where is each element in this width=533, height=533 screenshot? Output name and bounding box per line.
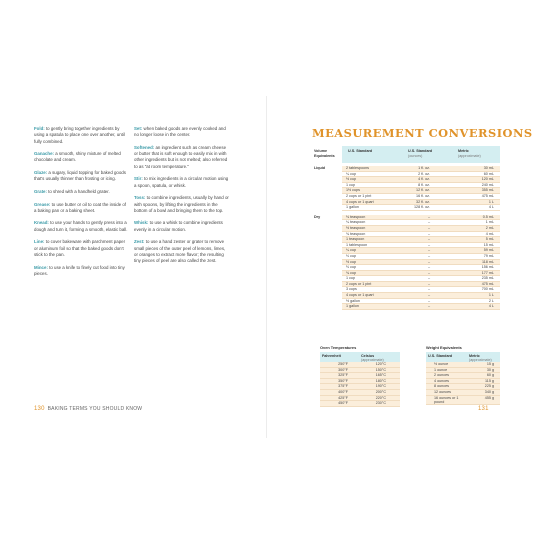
fahrenheit-cell: 325°F: [338, 373, 348, 378]
weight-title: Weight Equivalents: [426, 345, 462, 350]
celsius-cell: 220°C: [375, 395, 386, 400]
col-celsius: [361, 354, 384, 363]
dry-rows: [312, 215, 500, 310]
weight-table: [426, 352, 500, 405]
metric-cell: 0.5 mL: [482, 214, 494, 219]
col-metric-weight-label: Metric: [469, 353, 480, 358]
us-standard-cell: 1 gallon: [346, 304, 359, 309]
glossary-term: Line:: [34, 239, 45, 245]
fahrenheit-cell: 350°F: [338, 378, 348, 383]
glossary-term: Ganache:: [34, 151, 55, 157]
glossary-term: Whisk:: [134, 220, 149, 226]
celsius-cell: 190°C: [375, 384, 386, 389]
us-ounces-cell: 16 fl. oz.: [416, 193, 430, 198]
celsius-cell: 230°C: [375, 401, 386, 406]
us-standard-cell: 2 tablespoons: [346, 166, 369, 170]
glossary-term: Grease:: [34, 201, 51, 207]
metric-cell: 1 L: [488, 293, 494, 298]
glossary-entry: [34, 126, 129, 145]
volume-table: [312, 146, 500, 310]
volume-table-header: [312, 146, 500, 163]
metric-weight-cell: 15 g: [486, 362, 494, 366]
row-cells: [342, 205, 500, 211]
us-standard-cell: 4 cups or 1 quart: [346, 199, 374, 204]
celsius-cell: 200°C: [375, 389, 386, 394]
col-fahrenheit: Fahrenheit: [322, 353, 341, 358]
us-ounces-cell: –: [427, 293, 430, 298]
metric-cell: 5 mL: [485, 237, 494, 242]
glossary-entry: [134, 220, 229, 233]
glossary-definition: to combine ingredients, usually by hand or with spoons, by lifting the ingredients in the bottom of a bowl and bringing them to the top.: [134, 195, 229, 213]
oven-header: [320, 352, 400, 362]
glossary-entry: [34, 220, 129, 233]
glossary-definition: to use a knife to finely cut food into tiny pieces.: [34, 264, 125, 276]
glossary-definition: to shred with a handheld grater.: [46, 188, 110, 194]
metric-cell: 79 mL: [483, 253, 494, 258]
glossary-entry: [34, 189, 129, 195]
celsius-cell: 150°C: [375, 367, 386, 372]
glossary-entry: [134, 176, 229, 189]
us-ounces-cell: –: [427, 242, 430, 247]
glossary-definition: a sugary, liquid topping for baked goods that's usually thinner than frosting or icing.: [34, 170, 126, 182]
col-us-ounces: [408, 149, 432, 158]
glossary-term: Knead:: [34, 220, 49, 226]
us-weight-cell: 12 ounces: [434, 389, 452, 394]
glossary-definition: an ingredient such as cream cheese or butter that is soft enough to easily mix in with other ingredients but is not melted; also referred to as "at room temperature.": [134, 144, 228, 169]
us-ounces-cell: 32 fl. oz.: [416, 199, 430, 204]
us-standard-cell: 1 tablespoon: [346, 242, 368, 247]
metric-cell: 156 mL: [481, 265, 494, 270]
metric-cell: 4 L: [488, 304, 494, 309]
col-volume-label: Volume: [314, 149, 328, 153]
us-ounces-cell: –: [427, 270, 430, 275]
glossary-column-1: [34, 126, 129, 283]
us-standard-cell: 1 cup: [346, 276, 356, 281]
celsius-cell: 120°C: [375, 362, 386, 366]
us-ounces-cell: –: [427, 231, 430, 236]
us-weight-cell: 4 ounces: [434, 378, 449, 383]
metric-cell: 4 mL: [485, 231, 494, 236]
us-ounces-cell: –: [427, 259, 430, 264]
us-standard-cell: 1 teaspoon: [346, 237, 365, 242]
left-running-head: BAKING TERMS YOU SHOULD KNOW: [47, 406, 143, 412]
metric-cell: 475 mL: [481, 193, 494, 198]
col-us-ounces-sub: (ounces): [408, 153, 423, 158]
us-weight-cell: 8 ounces: [434, 384, 449, 389]
us-ounces-cell: –: [427, 265, 430, 270]
us-ounces-cell: –: [427, 281, 430, 286]
us-ounces-cell: 12 fl. oz.: [416, 188, 430, 193]
table-row: [320, 401, 400, 407]
left-folio: [34, 406, 142, 412]
oven-table: [320, 352, 400, 407]
us-standard-cell: 2 cups or 1 pint: [346, 193, 372, 198]
metric-cell: 2 mL: [485, 225, 494, 230]
us-ounces-cell: 128 fl. oz.: [414, 205, 430, 210]
glossary-term: Mince:: [34, 264, 48, 270]
metric-cell: 1 L: [488, 199, 494, 204]
col-metric-weight: [469, 354, 492, 363]
us-ounces-cell: 2 fl. oz.: [418, 171, 430, 176]
metric-cell: 700 mL: [481, 287, 494, 292]
us-ounces-cell: –: [427, 287, 430, 292]
table-row: [312, 304, 500, 310]
glossary-definition: a smooth, shiny mixture of melted chocolate and cream.: [34, 151, 121, 163]
glossary-entry: [134, 239, 229, 264]
col-us-standard: U.S. Standard: [348, 149, 373, 153]
metric-cell: 60 mL: [483, 171, 494, 176]
us-weight-cell: ½ ounce: [434, 362, 449, 366]
us-standard-cell: ½ gallon: [346, 298, 360, 303]
us-standard-cell: ½ cup: [346, 177, 357, 182]
metric-cell: 240 mL: [481, 182, 494, 187]
metric-weight-cell: 60 g: [486, 373, 494, 378]
metric-cell: 1 mL: [485, 220, 494, 225]
us-standard-cell: ¾ cup: [346, 270, 357, 275]
glossary-definition: when baked goods are evenly cooked and no longer loose in the center.: [134, 126, 226, 138]
glossary-entry: [34, 239, 129, 258]
us-ounces-cell: 4 fl. oz.: [418, 177, 430, 182]
glossary-term: Set:: [134, 126, 143, 131]
liquid-label: Liquid: [314, 166, 326, 170]
glossary-definition: to use butter or oil to coat the inside of a baking pan or a baking sheet.: [34, 201, 127, 213]
fahrenheit-cell: 375°F: [338, 384, 348, 389]
us-standard-cell: ⅔ cup: [346, 265, 357, 270]
glossary-term: Glaze:: [34, 170, 48, 176]
us-ounces-cell: –: [427, 248, 430, 253]
weight-header: [426, 352, 500, 362]
us-ounces-cell: –: [427, 304, 430, 309]
page-gutter: [266, 96, 267, 438]
us-standard-cell: ½ cup: [346, 259, 357, 264]
us-standard-cell: 4 cups or 1 quart: [346, 293, 374, 298]
right-page-number: 131: [478, 406, 489, 412]
us-ounces-cell: 8 fl. oz.: [418, 182, 430, 187]
celsius-cell: 165°C: [375, 373, 386, 378]
metric-cell: 118 mL: [481, 259, 494, 264]
glossary-term: Grate:: [34, 188, 47, 194]
glossary-column-2: [134, 126, 229, 271]
glossary-entry: [34, 202, 129, 215]
col-volume-equivalents: [314, 149, 335, 158]
us-standard-cell: 1 cup: [346, 182, 356, 187]
us-ounces-cell: –: [427, 214, 430, 219]
metric-cell: 30 mL: [483, 166, 494, 170]
col-equivalents-label: Equivalents: [314, 153, 335, 158]
us-standard-cell: ¾ teaspoon: [346, 231, 366, 236]
us-ounces-cell: –: [427, 237, 430, 242]
metric-cell: 4 L: [488, 205, 494, 210]
us-standard-cell: 2 cups or 1 pint: [346, 281, 372, 286]
metric-cell: 475 mL: [481, 281, 494, 286]
glossary-entry: [134, 126, 229, 139]
us-standard-cell: ⅓ cup: [346, 253, 357, 258]
us-standard-cell: 1 gallon: [346, 205, 359, 210]
glossary-term: Softened:: [134, 144, 155, 150]
metric-cell: 355 mL: [481, 188, 494, 193]
metric-weight-cell: 225 g: [484, 384, 494, 389]
metric-weight-cell: 340 g: [484, 389, 494, 394]
fahrenheit-cell: 425°F: [338, 395, 348, 400]
us-ounces-cell: –: [427, 220, 430, 225]
celsius-cell: 180°C: [375, 378, 386, 383]
us-ounces-cell: –: [427, 298, 430, 303]
table-row: [312, 205, 500, 211]
col-celsius-sub: (approximate): [361, 357, 384, 362]
page-title: MEASUREMENT CONVERSIONS: [312, 126, 533, 140]
glossary-term: Stir:: [134, 176, 143, 182]
us-ounces-cell: –: [427, 253, 430, 258]
metric-weight-cell: 455 g: [484, 395, 494, 400]
oven-rows: [320, 362, 400, 407]
col-celsius-label: Celsius: [361, 353, 375, 358]
glossary-entry: [34, 151, 129, 164]
us-standard-cell: ⅛ teaspoon: [346, 214, 366, 219]
oven-title: Oven Temperatures: [320, 345, 357, 350]
glossary-entry: [34, 265, 129, 278]
col-metric: [458, 149, 481, 158]
row-cells: [342, 304, 500, 310]
metric-cell: 177 mL: [481, 270, 494, 275]
col-metric-weight-sub: (approximate): [469, 357, 492, 362]
glossary-entry: [34, 170, 129, 183]
dry-label: Dry: [314, 214, 321, 219]
col-metric-label: Metric: [458, 149, 469, 153]
metric-cell: 120 mL: [481, 177, 494, 182]
col-us-standard-weight: U.S. Standard: [428, 353, 453, 358]
metric-weight-cell: 30 g: [486, 367, 494, 372]
glossary-definition: to use your hands to gently press into a dough and turn it, forming a smooth, elastic ball.: [34, 220, 128, 232]
us-standard-cell: 3 cups: [346, 287, 357, 292]
us-ounces-cell: –: [427, 225, 430, 230]
glossary-entry: [134, 195, 229, 214]
us-weight-cell: 2 ounces: [434, 373, 449, 378]
metric-cell: 2 L: [488, 298, 494, 303]
fahrenheit-cell: 250°F: [338, 362, 348, 366]
metric-cell: 15 mL: [483, 242, 494, 247]
fahrenheit-cell: 400°F: [338, 389, 348, 394]
table-row: [426, 396, 500, 405]
metric-cell: 59 mL: [483, 248, 494, 253]
metric-cell: 235 mL: [481, 276, 494, 281]
glossary-definition: to cover bakeware with parchment paper or aluminum foil so that the baked goods don't stick to the pan.: [34, 239, 126, 257]
fahrenheit-cell: 300°F: [338, 367, 348, 372]
fahrenheit-cell: 450°F: [338, 401, 348, 406]
weight-rows: [426, 362, 500, 405]
glossary-entry: [134, 145, 229, 170]
glossary-definition: to use a hand zester or grater to remove small pieces of the outer peel of lemons, limes, or oranges to extract more flavor; the resulting tiny pieces of peel are also called the zest.: [134, 239, 226, 264]
us-standard-cell: 1½ cups: [346, 188, 360, 193]
us-standard-cell: ½ teaspoon: [346, 225, 366, 230]
glossary-term: Zest:: [134, 239, 145, 245]
us-ounces-cell: –: [427, 276, 430, 281]
us-standard-cell: ¼ teaspoon: [346, 220, 366, 225]
col-metric-sub: (approximate): [458, 153, 481, 158]
liquid-rows: [312, 166, 500, 211]
glossary-definition: to use a whisk to combine ingredients evenly in a circular motion.: [134, 220, 223, 232]
us-weight-cell: 1 ounce: [434, 367, 448, 372]
us-weight-cell: 16 ounces or 1 pound: [434, 395, 459, 404]
glossary-definition: to mix ingredients in a circular motion using a spoon, spatula, or whisk.: [134, 176, 229, 188]
metric-weight-cell: 115 g: [485, 378, 494, 383]
left-page-number: 130: [34, 406, 45, 412]
glossary-term: Fold:: [34, 126, 45, 131]
glossary-term: Toss:: [134, 195, 146, 201]
us-standard-cell: ¼ cup: [346, 171, 357, 176]
glossary-definition: to gently bring together ingredients by using a spatula to place one over another, until fully combined.: [34, 126, 125, 144]
col-us-ounces-label: U.S. Standard: [408, 149, 433, 153]
us-ounces-cell: 1 fl. oz.: [418, 166, 430, 170]
us-standard-cell: ¼ cup: [346, 248, 357, 253]
